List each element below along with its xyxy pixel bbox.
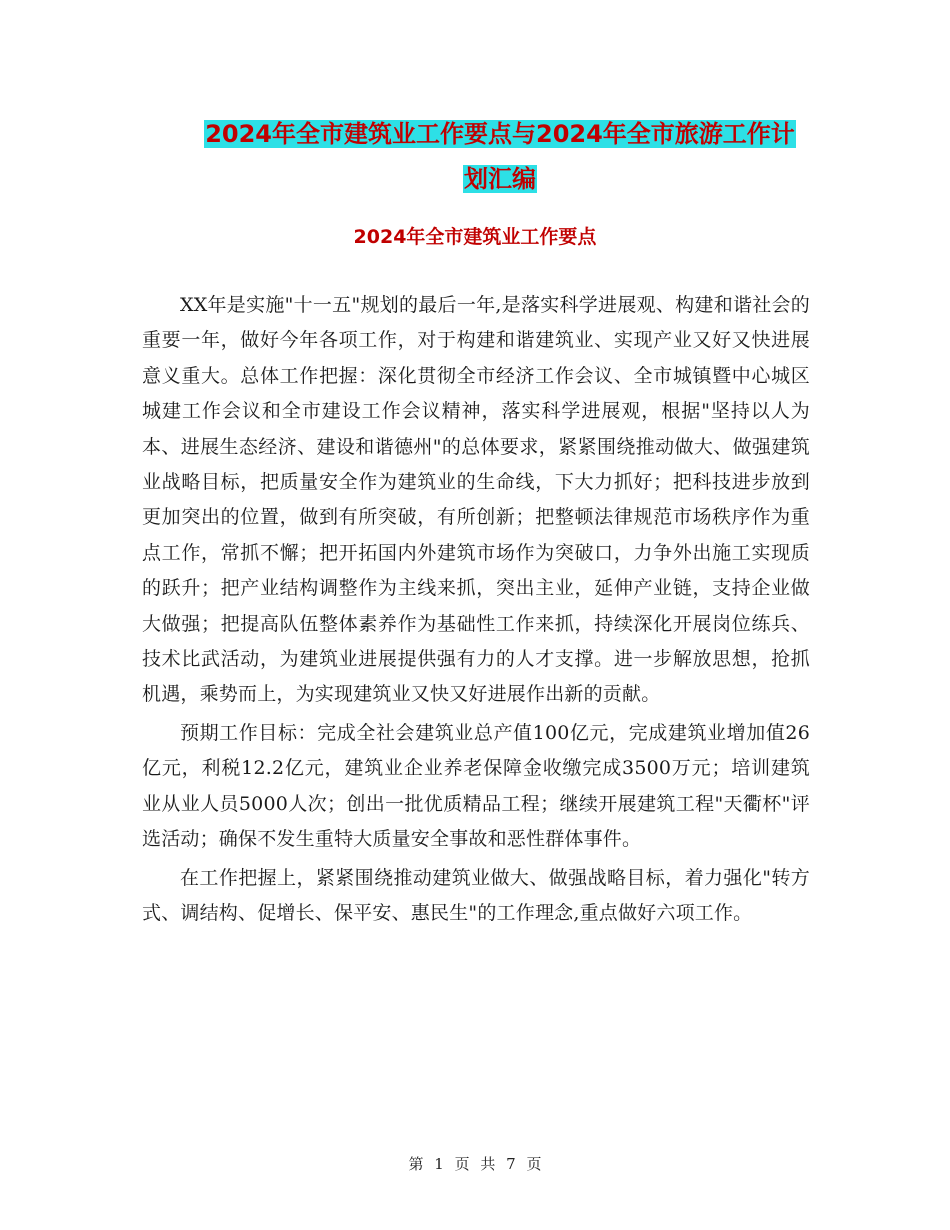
paragraph-targets: 预期工作目标：完成全社会建筑业总产值100亿元，完成建筑业增加值26亿元，利税12.2亿元，建筑业企业养老保障金收缴完成3500万元；培训建筑业从业人员5000人次；创出一批优质精品工程；继续开展建筑工程"天衢杯"评选活动；确保不发生重特大质量安全事故和恶性群体事件。 (142, 721, 810, 851)
document-title-line-2: 划汇编 (464, 165, 536, 193)
page-footer: 第 1 页 共 7 页 (408, 1155, 542, 1173)
document-title (150, 112, 850, 202)
document-title-line-1: 2024年全市建筑业工作要点与2024年全市旅游工作计 (205, 120, 795, 148)
paragraph-focus: 在工作把握上，紧紧围绕推动建筑业做大、做强战略目标，着力强化"转方式、调结构、促增长、保平安、惠民生"的工作理念,重点做好六项工作。 (142, 866, 810, 924)
paragraph-overview: XX年是实施"十一五"规划的最后一年,是落实科学进展观、构建和谐社会的重要一年，做好今年各项工作，对于构建和谐建筑业、实现产业又好又快进展意义重大。总体工作把握：深化贯彻全市经济工作会议、全市城镇暨中心城区城建工作会议和全市建设工作会议精神，落实科学进展观，根据"坚持以人为本、进展生态经济、建设和谐德州"的总体要求，紧紧围绕推动做大、做强建筑业战略目标，把质量安全作为建筑业的生命线，下大力抓好；把科技进步放到更加突出的位置，做到有所突破，有所创新；把整顿法律规范市场秩序作为重点工作，常抓不懈；把开拓国内外建筑市场作为突破口，力争外出施工实现质的跃升；把产业结构调整作为主线来抓，突出主业，延伸产业链，支持企业做大做强；把提高队伍整体素养作为基础性工作来抓，持续深化开展岗位练兵、技术比武活动，为建筑业进展提供强有力的人才支撑。进一步解放思想，抢抓机遇，乘势而上，为实现建筑业又快又好进展作出新的贡献。 (142, 294, 810, 706)
section-title: 2024年全市建筑业工作要点 (353, 226, 597, 248)
document-body (142, 288, 810, 934)
